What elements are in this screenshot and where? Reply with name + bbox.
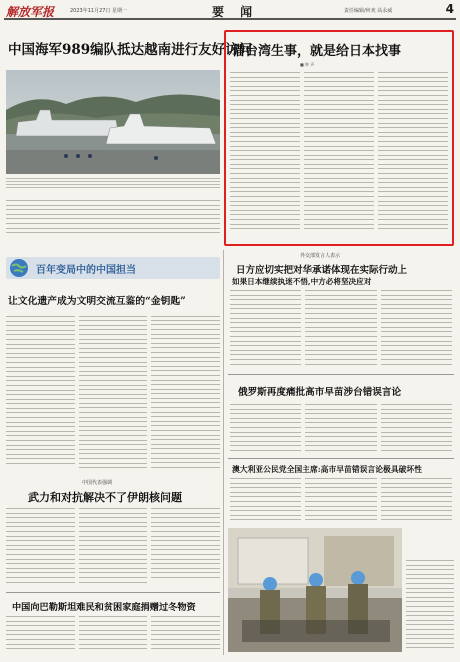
issue-date: 2023年11月27日 星期一 — [70, 8, 128, 14]
commentary-byline: ■ 钟 声 — [300, 62, 315, 67]
vertical-divider — [223, 250, 224, 655]
section-title: 要 闻 — [212, 5, 259, 19]
newspaper-logo: 解放军报 — [6, 5, 55, 19]
subhead-japan-warning: 如果日本继续执迷不悟,中方必将坚决应对 — [232, 277, 372, 286]
peacekeepers-photo — [228, 528, 402, 652]
culture-article-body — [6, 316, 220, 468]
editor-credit: 责任编辑/何欢 高永威 — [344, 8, 393, 14]
headline-palestine-donation: 中国向巴勒斯坦难民和贫困家庭捐赠过冬物资 — [12, 602, 196, 613]
navy-ship-photo — [6, 70, 220, 174]
australia-article-body — [230, 478, 452, 524]
divider-gaza — [6, 592, 220, 593]
russia-article-body — [230, 404, 452, 454]
headline-japan-commitment: 日方应切实把对华承诺体现在实际行动上 — [236, 265, 408, 276]
taiwan-article-col-1 — [230, 72, 300, 240]
peacekeepers-illustration — [228, 528, 402, 652]
kicker-foreign-ministry: 外交部发言人表示 — [300, 253, 341, 259]
headline-russia-criticism: 俄罗斯再度痛批高市早苗涉台错误言论 — [238, 387, 402, 398]
foreign-ministry-body — [230, 290, 452, 368]
iran-article-body — [6, 508, 220, 584]
navy-visit-body — [6, 200, 220, 240]
navy-ship-illustration — [6, 70, 220, 174]
divider-russia — [228, 374, 454, 375]
headline-iran-nuclear: 武力和对抗解决不了伊朗核问题 — [28, 491, 182, 504]
column-banner — [6, 257, 220, 279]
globe-icon — [8, 257, 32, 279]
kicker-china-representative: 中国代表强调 — [82, 480, 113, 486]
taiwan-article-col-3 — [378, 72, 448, 240]
headline-australia-party: 澳大利亚公民党全国主席:高市早苗错误言论极具破坏性 — [232, 465, 423, 474]
page-number: 4 — [445, 2, 454, 16]
headline-cultural-heritage: 让文化遗产成为文明交流互鉴的“金钥匙” — [8, 296, 186, 307]
headline-navy-visit: 中国海军989编队抵达越南进行友好访问 — [8, 42, 253, 58]
photo-side-caption — [406, 560, 454, 654]
gaza-article-body — [6, 616, 220, 656]
banner-text: 百年变局中的中国担当 — [36, 265, 136, 276]
masthead — [4, 2, 456, 20]
headline-taiwan-japan: 借台湾生事，就是给日本找事 — [232, 44, 402, 59]
taiwan-article-col-2 — [304, 72, 374, 240]
divider-australia — [228, 458, 454, 459]
